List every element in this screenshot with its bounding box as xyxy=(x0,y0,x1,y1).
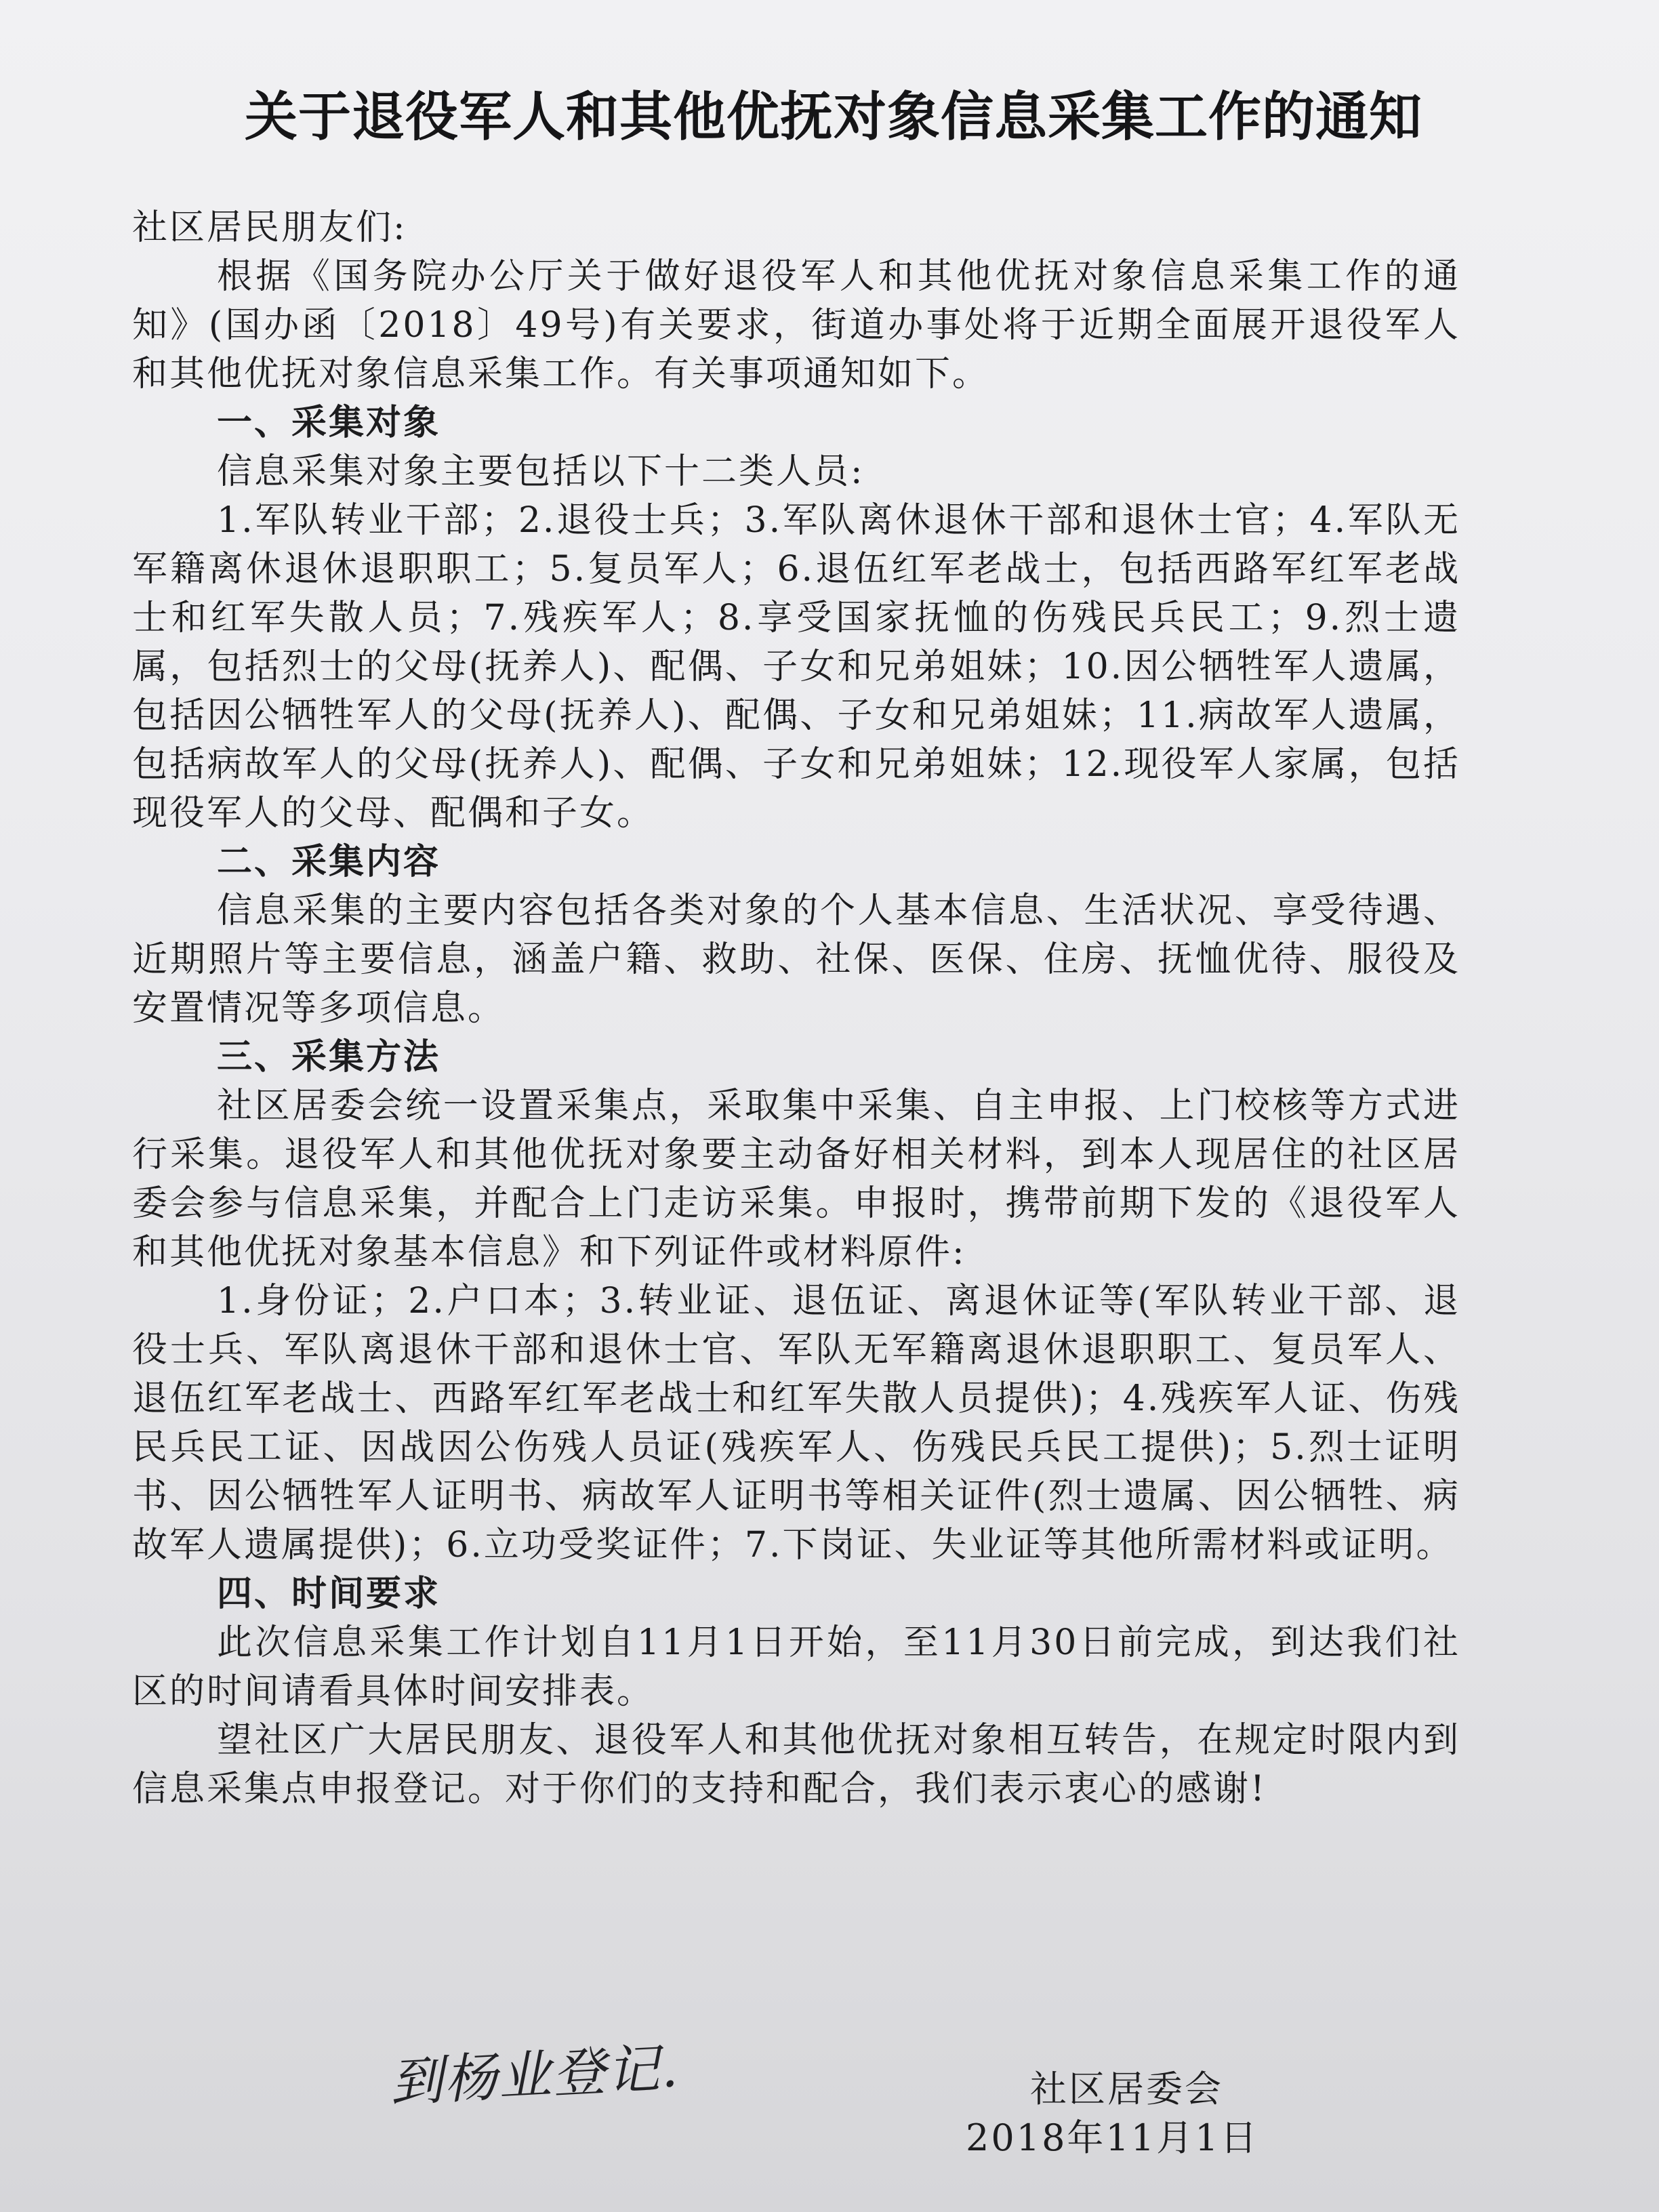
section-heading-targets: 一、采集对象 xyxy=(217,403,441,443)
section-paragraph: 信息采集对象主要包括以下十二类人员: xyxy=(217,451,865,492)
section-paragraph: 1.身份证；2.户口本；3.转业证、退伍证、离退休证等(军队转业干部、退役士兵、军队离退休干部和退休士官、军队无军籍离退休退职职工、复员军人、退伍红军老战士、西路军红军老战士和红军失散人员提供)；4.残疾军人证、伤残民兵民工证、因战因公伤残人员证(残疾军人、伤残民兵民工提供)；5.烈士证明书、因公牺牲军人证明书、病故军人证明书等相关证件(烈士遗属、因公牺牲、病故军人遗属提供)；6.立功受奖证件；7.下岗证、失业证等其他所需材料或证明。 xyxy=(132,1281,1460,1565)
section-heading-content: 二、采集内容 xyxy=(217,842,441,882)
section-paragraph: 1.军队转业干部；2.退役士兵；3.军队离休退休干部和退休士官；4.军队无军籍离休退休退职职工；5.复员军人；6.退伍红军老战士，包括西路军红军老战士和红军失散人员；7.残疾军人；8.享受国家抚恤的伤残民兵民工；9.烈士遗属，包括烈士的父母(抚养人)、配偶、子女和兄弟姐妹；10.因公牺牲军人遗属，包括因公牺牲军人的父母(抚养人)、配偶、子女和兄弟姐妹；11.病故军人遗属，包括病故军人的父母(抚养人)、配偶、子女和兄弟姐妹；12.现役军人家属，包括现役军人的父母、配偶和子女。 xyxy=(132,500,1460,834)
section-paragraph: 此次信息采集工作计划自11月1日开始，至11月30日前完成，到达我们社区的时间请看具体时间安排表。 xyxy=(132,1622,1460,1712)
salutation: 社区居民朋友们: xyxy=(132,207,407,248)
intro-paragraph: 根据《国务院办公厅关于做好退役军人和其他优抚对象信息采集工作的通知》(国办函〔2018〕49号)有关要求，街道办事处将于近期全面展开退役军人和其他优抚对象信息采集工作。有关事项通知如下。 xyxy=(132,256,1460,394)
section-heading-time: 四、时间要求 xyxy=(217,1574,441,1614)
handwritten-note: 到杨业登记. xyxy=(388,2037,681,2114)
closing-paragraph: 望社区广大居民朋友、退役军人和其他优抚对象相互转告，在规定时限内到信息采集点申报登记。对于你们的支持和配合，我们表示衷心的感谢! xyxy=(132,1720,1460,1809)
signature-date: 2018年11月1日 xyxy=(966,2116,1259,2159)
notice-title: 关于退役军人和其他优抚对象信息采集工作的通知 xyxy=(244,87,1422,148)
section-heading-method: 三、采集方法 xyxy=(217,1037,441,1078)
section-paragraph: 信息采集的主要内容包括各类对象的个人基本信息、生活状况、享受待遇、近期照片等主要信息，涵盖户籍、救助、社保、医保、住房、抚恤优待、服役及安置情况等多项信息。 xyxy=(132,890,1460,1029)
signature-org: 社区居委会 xyxy=(1030,2068,1223,2110)
section-paragraph: 社区居委会统一设置采集点，采取集中采集、自主申报、上门校核等方式进行采集。退役军人和其他优抚对象要主动备好相关材料，到本人现居住的社区居委会参与信息采集，并配合上门走访采集。申报时，携带前期下发的《退役军人和其他优抚对象基本信息》和下列证件或材料原件: xyxy=(132,1086,1460,1273)
notice-body xyxy=(132,203,1460,1814)
